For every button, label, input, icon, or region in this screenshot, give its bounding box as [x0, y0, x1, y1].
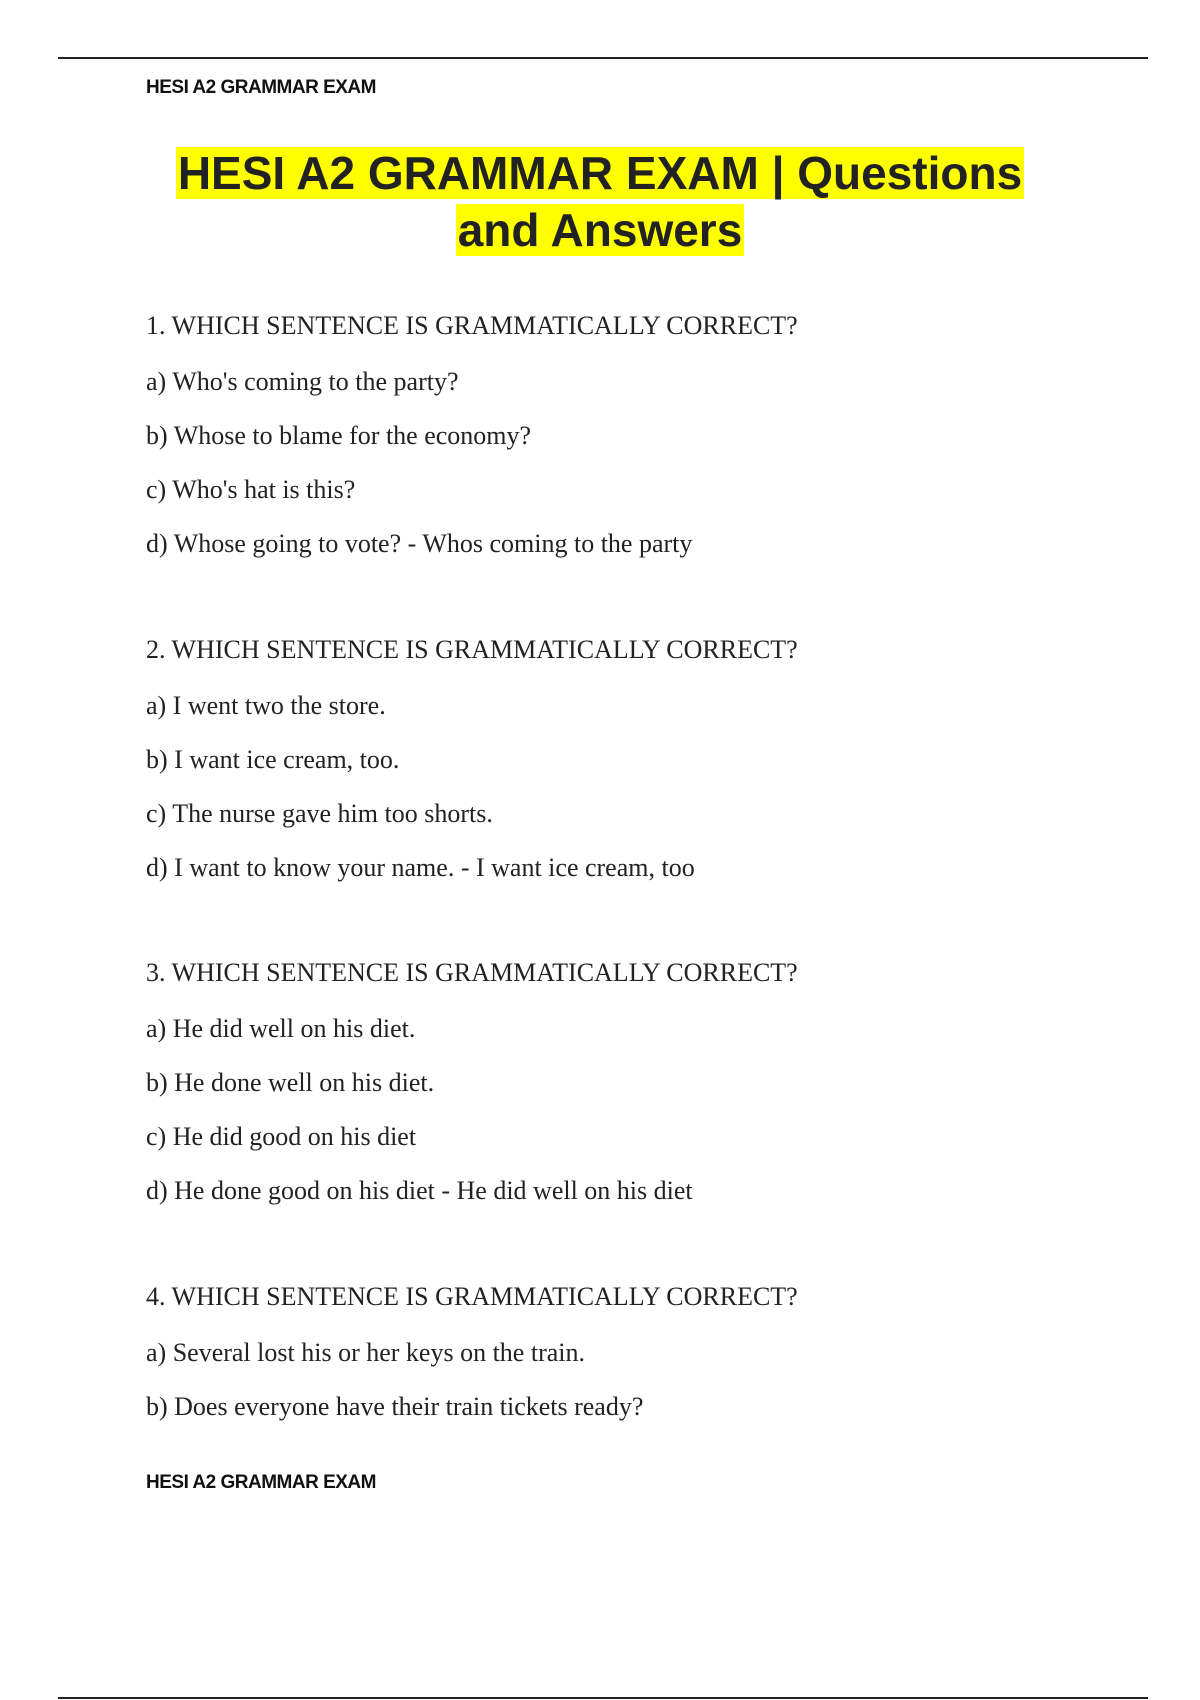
bottom-rule [58, 1697, 1148, 1699]
top-rule [58, 57, 1148, 59]
answer-option: a) Several lost his or her keys on the train. [146, 1338, 585, 1367]
question-text: 3. WHICH SENTENCE IS GRAMMATICALLY CORRECT? [146, 958, 798, 987]
answer-option: b) Does everyone have their train tickets ready? [146, 1392, 644, 1421]
question-text: 1. WHICH SENTENCE IS GRAMMATICALLY CORRECT? [146, 311, 798, 340]
question-text: 2. WHICH SENTENCE IS GRAMMATICALLY CORRECT? [146, 635, 798, 664]
answer-option: b) I want ice cream, too. [146, 745, 400, 774]
question-text: 4. WHICH SENTENCE IS GRAMMATICALLY CORRECT? [146, 1282, 798, 1311]
answer-option: c) The nurse gave him too shorts. [146, 799, 493, 828]
answer-option: a) I went two the store. [146, 691, 386, 720]
answer-option: c) He did good on his diet [146, 1122, 417, 1151]
answer-option: a) Who's coming to the party? [146, 367, 459, 396]
answer-option: b) Whose to blame for the economy? [146, 421, 532, 450]
title-line-2: and Answers [457, 204, 743, 256]
title-line-1: HESI A2 GRAMMAR EXAM | Questions [177, 147, 1023, 199]
answer-option: a) He did well on his diet. [146, 1014, 416, 1043]
answer-option: b) He done well on his diet. [146, 1068, 435, 1097]
page-footer: HESI A2 GRAMMAR EXAM [146, 1472, 376, 1493]
answer-option: c) Who's hat is this? [146, 475, 356, 504]
answer-option: d) He done good on his diet - He did well on his diet [146, 1176, 693, 1205]
page-header: HESI A2 GRAMMAR EXAM [146, 77, 376, 98]
answer-option: d) I want to know your name. - I want ice cream, too [146, 853, 695, 882]
answer-option: d) Whose going to vote? - Whos coming to the party [146, 529, 693, 558]
document-title [0, 145, 1200, 259]
